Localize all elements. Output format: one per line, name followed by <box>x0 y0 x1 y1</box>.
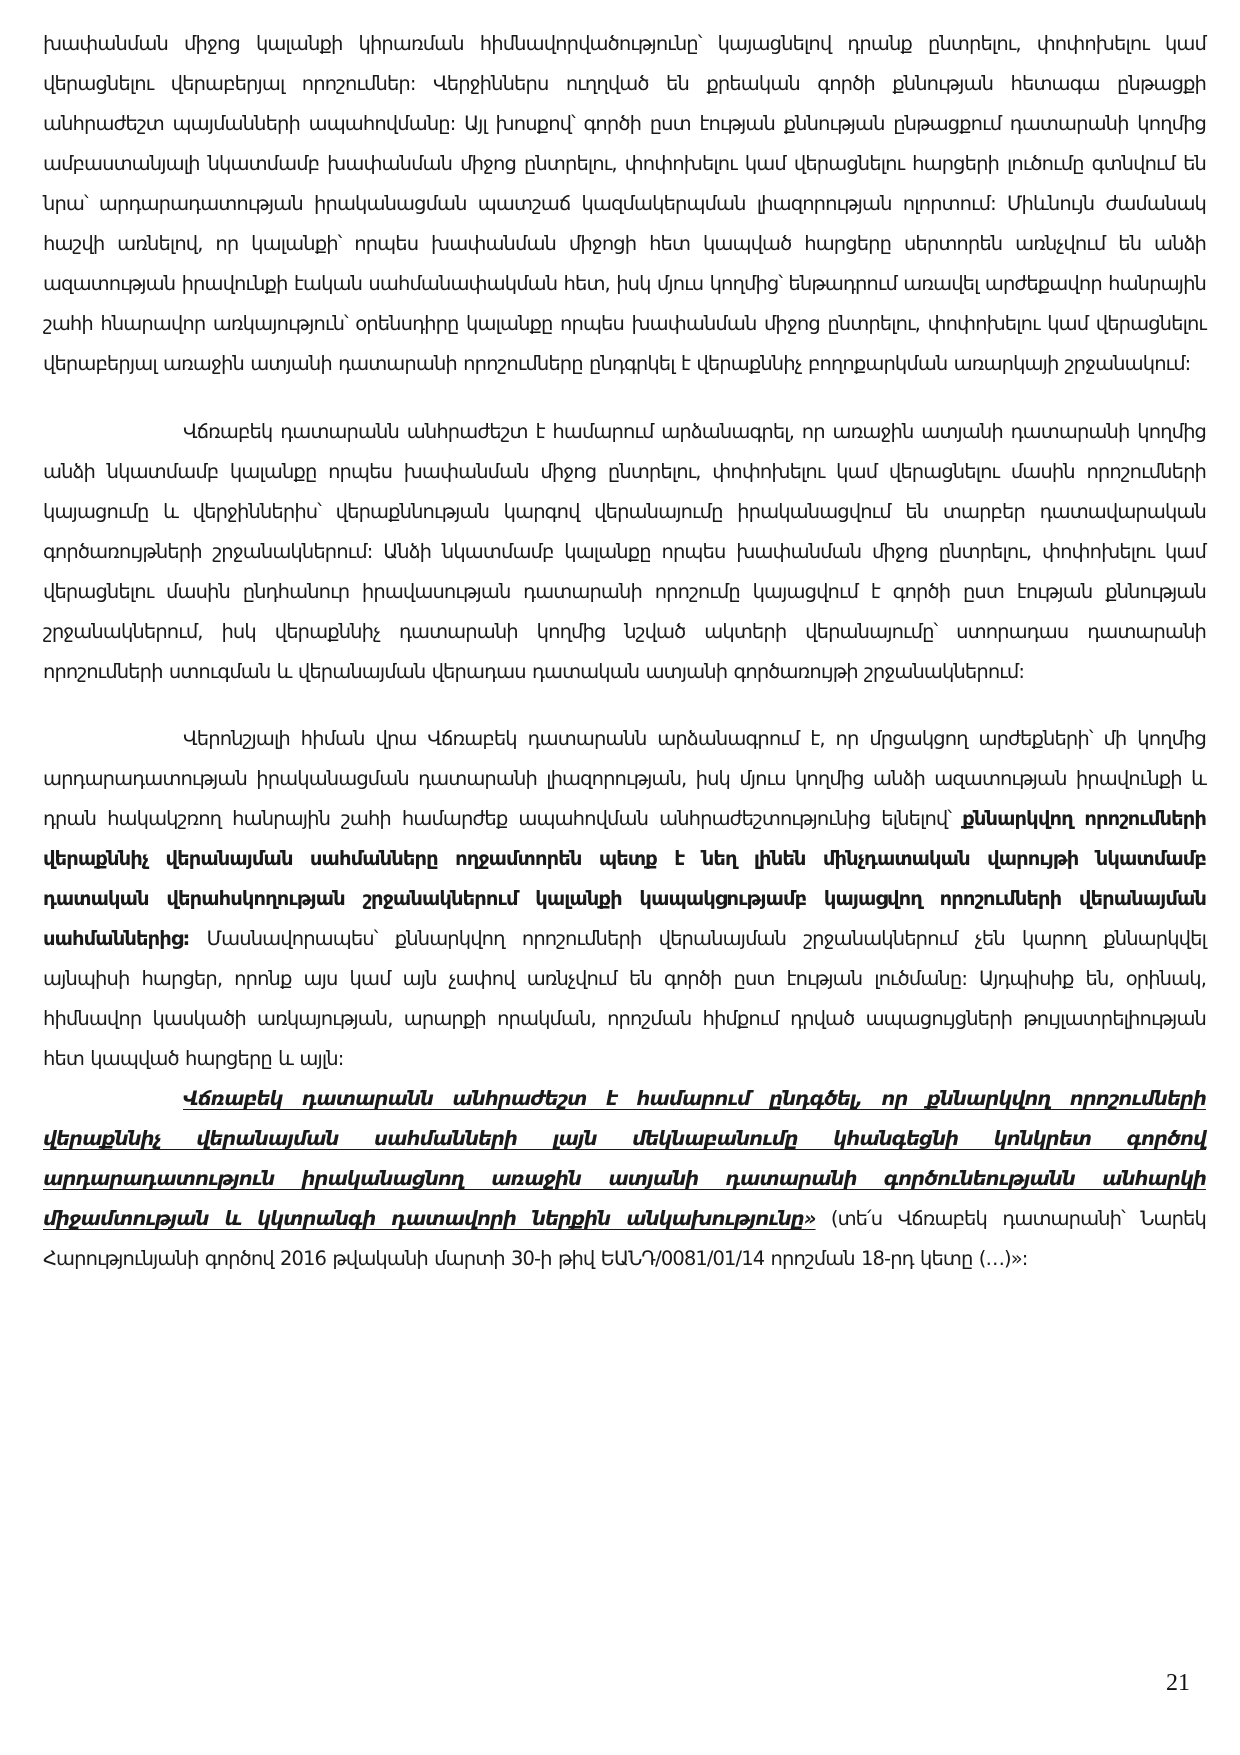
paragraph-3 <box>43 719 1206 1079</box>
paragraph-4-citation: (տե՛ս Վճռաբեկ դատարանի՝ Նարեկ Հարությունյանի գործով 2016 թվականի մարտի 30-ի թիվ ԵԱՆԴ/0081/01/14 որոշման 18-րդ կետը (…)»: <box>43 1207 1206 1270</box>
paragraph-1: խափանման միջոց կալանքի կիրառման հիմնավորվածությունը՝ կայացնելով դրանք ընտրելու, փոփոխելու կամ վերացնելու վերաբերյալ որոշումներ: Վերջիններս ուղղված են քրեական գործի քննության հետագա ընթացքի անհրաժեշտ պայմանների ապահովմանը: Այլ խոսքով՝ գործի ըստ էության քննության ընթացքում դատարանի կողմից ամբաստանյալի նկատմամբ խափանման միջոց ընտրելու, փոփոխելու կամ վերացնելու հարցերի լուծումը գտնվում են նրա՝ արդարադատության իրականացման պատշաճ կազմակերպման լիազորության ոլորտում: Միևնույն ժամանակ հաշվի առնելով, որ կալանքի՝ որպես խափանման միջոցի հետ կապված հարցերը սերտորեն առնչվում են անձի ազատության իրավունքի էական սահմանափակման հետ, իսկ մյուս կողմից՝ ենթադրում առավել արժեքավոր հանրային շահի հնարավոր առկայություն՝ օրենսդիրը կալանքը որպես խափանման միջոց ընտրելու, փոփոխելու կամ վերացնելու վերաբերյալ առաջին ատյանի դատարանի որոշումները ընդգրկել է վերաքննիչ բողոքարկման առարկայի շրջանակում: <box>43 32 1206 375</box>
paragraph-3-intro: Վերոնշյալի հիման վրա Վճռաբեկ դատարանն արձանագրում է, որ մրցակցող արժեքների՝ մի կողմից արդարադատության իրականացման դատարանի լիազորության, իսկ մյուս կողմից անձի ազատության իրավունքի և դրան հակակշռող հանրային շահի համարժեք ապահովման անհրաժեշտությունից ելնելով՝ <box>43 727 1206 830</box>
paragraph-4 <box>43 1079 1206 1279</box>
document-page <box>43 24 1206 1279</box>
paragraph-2: Վճռաբեկ դատարանն անհրաժեշտ է համարում արձանագրել, որ առաջին ատյանի դատարանի կողմից անձի նկատմամբ կալանքը որպես խափանման միջոց ընտրելու, փոփոխելու կամ վերացնելու մասին որոշումների կայացումը և վերջիններիս՝ վերաքննության կարգով վերանայումը իրականացվում են տարբեր դատավարական գործառույթների շրջանակներում: Անձի նկատմամբ կալանքը որպես խափանման միջոց ընտրելու, փոփոխելու կամ վերացնելու մասին ընդհանուր իրավասության դատարանի որոշումը կայացվում է գործի ըստ էության քննության շրջանակներում, իսկ վերաքննիչ դատարանի կողմից նշված ակտերի վերանայումը՝ ստորադաս դատարանի որոշումների ստուգման և վերանայման վերադաս դատական ատյանի գործառույթի շրջանակներում: <box>43 420 1206 683</box>
paragraph-3-bold-conclusion: քննարկվող որոշումների վերաքննիչ վերանայման սահմանները ողջամտորեն պետք է նեղ լինեն մինչդատական վարույթի նկատմամբ դատական վերահսկողության շրջանակներում կալանքի կապակցությամբ կայացվող որոշումների վերանայման սահմաններից: <box>43 807 1206 950</box>
page-number: 21 <box>1166 1670 1190 1696</box>
paragraph-3-details: Մասնավորապես՝ քննարկվող որոշումների վերանայման շրջանակներում չեն կարող քննարկվել այնպիսի հարցեր, որոնք այս կամ այն չափով առնչվում են գործի ըստ էության լուծմանը: Այդպիսիք են, օրինակ, հիմնավոր կասկածի առկայության, արարքի որակման, որոշման հիմքում դրված ապացույցների թույլատրելիության հետ կապված հարցերը և այլն: <box>43 927 1206 1070</box>
paragraph-4-emphasized-quote: Վճռաբեկ դատարանն անհրաժեշտ է համարում ընդգծել, որ քննարկվող որոշումների վերաքննիչ վերանայման սահմանների լայն մեկնաբանումը կհանգեցնի կոնկրետ գործով արդարադատություն իրականացնող առաջին ատյանի դատարանի գործունեությանն անհարկի միջամտության և կկտրանգի դատավորի ներքին անկախությունը» <box>43 1087 1206 1230</box>
